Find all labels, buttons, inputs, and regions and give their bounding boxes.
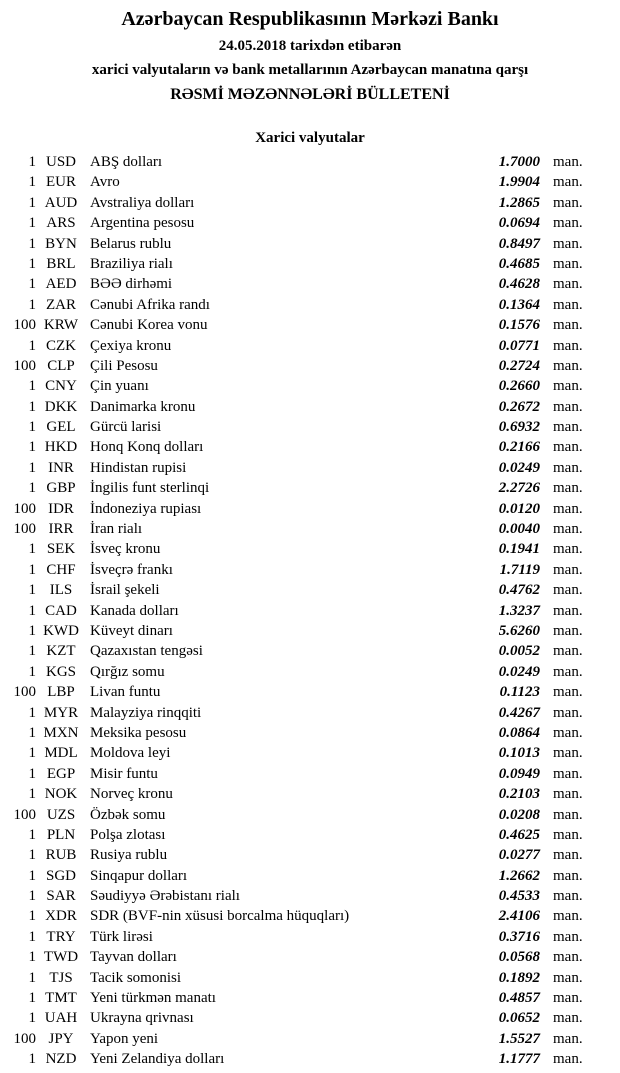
currency-name: Çili Pesosu [90, 357, 158, 374]
currency-name: Moldova leyi [90, 745, 171, 762]
quantity: 1 [28, 622, 36, 639]
currency-name: Çexiya kronu [90, 337, 172, 354]
rate-value: 5.6260 [498, 622, 540, 639]
unit-label: man. [553, 459, 583, 476]
rate-row [0, 641, 620, 661]
rate-row [0, 703, 620, 723]
currency-code: TJS [49, 969, 73, 986]
unit-label: man. [553, 439, 583, 456]
rate-row [0, 234, 620, 254]
unit-label: man. [553, 235, 583, 252]
currency-name: Türk lirəsi [90, 928, 153, 945]
unit-label: man. [553, 398, 583, 415]
quantity: 1 [28, 602, 36, 619]
unit-label: man. [553, 1010, 583, 1027]
unit-label: man. [553, 990, 583, 1007]
currency-name: Qazaxıstan tengəsi [90, 643, 203, 660]
currency-name: Yeni Zelandiya dolları [90, 1051, 225, 1068]
unit-label: man. [553, 255, 583, 272]
currency-code: PLN [46, 826, 76, 843]
rate-row [0, 784, 620, 804]
rate-value: 0.0120 [498, 500, 540, 517]
quantity: 1 [28, 949, 36, 966]
unit-label: man. [553, 867, 583, 884]
rate-value: 1.2865 [498, 194, 540, 211]
unit-label: man. [553, 1030, 583, 1047]
section-title-foreign-currencies: Xarici valyutalar [255, 130, 365, 146]
currency-code: GEL [46, 419, 76, 436]
quantity: 1 [28, 215, 36, 232]
quantity: 1 [28, 439, 36, 456]
unit-label: man. [553, 561, 583, 578]
rate-row [0, 968, 620, 988]
currency-name: İsrail şekeli [90, 582, 160, 599]
quantity: 100 [13, 684, 36, 701]
rate-value: 0.0568 [498, 949, 540, 966]
currency-code: RUB [45, 847, 77, 864]
currency-code: GBP [46, 480, 76, 497]
rate-value: 0.0652 [498, 1010, 540, 1027]
rate-row [0, 662, 620, 682]
quantity: 1 [28, 704, 36, 721]
bulletin-header [0, 0, 620, 105]
currency-name: Qırğız somu [90, 663, 165, 680]
unit-label: man. [553, 684, 583, 701]
unit-label: man. [553, 154, 583, 170]
rate-row [0, 172, 620, 192]
unit-label: man. [553, 786, 583, 803]
quantity: 100 [13, 357, 36, 374]
rate-row [0, 805, 620, 825]
currency-code: AED [45, 276, 77, 293]
rate-row [0, 560, 620, 580]
quantity: 1 [28, 419, 36, 436]
unit-label: man. [553, 602, 583, 619]
rate-row [0, 254, 620, 274]
rate-value: 0.0040 [498, 521, 540, 538]
currency-name: Tayvan dolları [90, 949, 177, 966]
unit-label: man. [553, 949, 583, 966]
unit-label: man. [553, 745, 583, 762]
currency-code: IDR [48, 500, 74, 517]
currency-name: Yeni türkmən manatı [90, 990, 216, 1007]
unit-label: man. [553, 419, 583, 436]
unit-label: man. [553, 888, 583, 905]
currency-code: SGD [45, 867, 76, 884]
rate-row [0, 499, 620, 519]
unit-label: man. [553, 969, 583, 986]
rate-row [0, 315, 620, 335]
rate-value: 0.0208 [498, 806, 540, 823]
rate-value: 2.2726 [498, 480, 540, 497]
rate-value: 0.1013 [498, 745, 540, 762]
rate-value: 0.2660 [498, 378, 540, 395]
currency-code: KGS [45, 663, 76, 680]
unit-label: man. [553, 337, 583, 354]
quantity: 1 [28, 928, 36, 945]
rate-row [0, 458, 620, 478]
currency-name: Kanada dolları [90, 602, 179, 619]
rate-row [0, 1029, 620, 1049]
rate-row [0, 376, 620, 396]
currency-code: MXN [43, 724, 79, 741]
currency-code: CLP [47, 357, 75, 374]
quantity: 100 [13, 317, 36, 334]
quantity: 100 [13, 500, 36, 517]
rate-row [0, 336, 620, 356]
rates-table [0, 152, 620, 1070]
currency-name: Norveç kronu [90, 786, 173, 803]
currency-name: İsveç kronu [90, 541, 161, 558]
rate-row [0, 601, 620, 621]
rate-value: 0.2672 [498, 398, 540, 415]
rate-value: 0.4625 [498, 826, 540, 843]
currency-code: CHF [46, 561, 76, 578]
quantity: 1 [28, 908, 36, 925]
rate-value: 1.7000 [498, 154, 540, 170]
currency-name: Çin yuanı [90, 378, 149, 395]
quantity: 1 [28, 663, 36, 680]
rate-value: 0.2103 [498, 786, 540, 803]
rate-row [0, 580, 620, 600]
currency-code: CAD [45, 602, 77, 619]
currency-code: JPY [48, 1030, 74, 1047]
quantity: 1 [28, 459, 36, 476]
currency-name: SDR (BVF-nin xüsusi borcalma hüquqları) [90, 908, 350, 925]
rate-row [0, 743, 620, 763]
rate-value: 0.0771 [498, 337, 540, 354]
unit-label: man. [553, 521, 583, 538]
rate-value: 0.4685 [498, 255, 540, 272]
unit-label: man. [553, 908, 583, 925]
rate-row [0, 519, 620, 539]
currency-name: Honq Konq dolları [90, 439, 204, 456]
currency-name: Braziliya rialı [90, 255, 173, 272]
unit-label: man. [553, 378, 583, 395]
currency-code: KWD [43, 622, 79, 639]
rate-value: 1.3237 [498, 602, 540, 619]
quantity: 1 [28, 582, 36, 599]
quantity: 1 [28, 276, 36, 293]
unit-label: man. [553, 317, 583, 334]
quantity: 1 [28, 541, 36, 558]
bank-name-title: Azərbaycan Respublikasının Mərkəzi Bankı [121, 8, 499, 30]
currency-code: INR [48, 459, 74, 476]
currency-code: MYR [43, 704, 79, 721]
currency-code: EGP [46, 765, 76, 782]
rate-row [0, 845, 620, 865]
rate-value: 2.4106 [498, 908, 540, 925]
quantity: 1 [28, 235, 36, 252]
quantity: 1 [28, 786, 36, 803]
rate-row [0, 356, 620, 376]
unit-label: man. [553, 500, 583, 517]
rate-value: 0.0949 [498, 765, 540, 782]
unit-label: man. [553, 724, 583, 741]
currency-name: Hindistan rupisi [90, 459, 187, 476]
quantity: 1 [28, 643, 36, 660]
unit-label: man. [553, 276, 583, 293]
currency-name: Cənubi Korea vonu [90, 317, 208, 334]
unit-label: man. [553, 826, 583, 843]
rate-value: 1.5527 [498, 1030, 540, 1047]
unit-label: man. [553, 480, 583, 497]
quantity: 1 [28, 255, 36, 272]
rate-value: 0.2166 [498, 439, 540, 456]
rate-value: 0.0864 [498, 724, 540, 741]
currency-code: KRW [43, 317, 79, 334]
quantity: 1 [28, 296, 36, 313]
rate-row [0, 906, 620, 926]
rate-row [0, 417, 620, 437]
rate-row [0, 478, 620, 498]
currency-name: Gürcü larisi [90, 419, 162, 436]
rate-value: 1.9904 [498, 174, 540, 191]
unit-label: man. [553, 194, 583, 211]
unit-label: man. [553, 622, 583, 639]
currency-name: Malayziya rinqqiti [90, 704, 202, 721]
currency-code: TRY [46, 928, 76, 945]
currency-name: İsveçrə frankı [90, 561, 173, 578]
rate-value: 1.7119 [499, 561, 540, 578]
currency-code: ARS [46, 215, 76, 232]
quantity: 100 [13, 1030, 36, 1047]
quantity: 1 [28, 194, 36, 211]
quantity: 1 [28, 174, 36, 191]
currency-name: Livan funtu [90, 684, 161, 701]
rate-row [0, 988, 620, 1008]
rate-value: 0.6932 [498, 419, 540, 436]
currency-code: ILS [49, 582, 73, 599]
currency-name: Danimarka kronu [90, 398, 196, 415]
rate-row [0, 1008, 620, 1028]
unit-label: man. [553, 643, 583, 660]
rate-row [0, 764, 620, 784]
rate-row [0, 886, 620, 906]
effective-date-line: 24.05.2018 tarixdən etibarən [218, 38, 402, 54]
currency-name: Sinqapur dolları [90, 867, 188, 884]
quantity: 1 [28, 378, 36, 395]
rate-value: 0.0277 [498, 847, 540, 864]
quantity: 1 [28, 1051, 36, 1068]
unit-label: man. [553, 928, 583, 945]
currency-code: NOK [44, 786, 78, 803]
unit-label: man. [553, 582, 583, 599]
currency-name: Rusiya rublu [90, 847, 168, 864]
rate-value: 0.1364 [498, 296, 540, 313]
rate-value: 0.4857 [498, 990, 540, 1007]
currency-code: ZAR [46, 296, 76, 313]
quantity: 1 [28, 867, 36, 884]
currency-code: UZS [46, 806, 76, 823]
currency-code: AUD [44, 194, 78, 211]
rate-row [0, 866, 620, 886]
rate-row [0, 152, 620, 172]
unit-label: man. [553, 174, 583, 191]
rate-row [0, 927, 620, 947]
currency-code: BYN [45, 235, 77, 252]
quantity: 100 [13, 521, 36, 538]
rate-row [0, 723, 620, 743]
quantity: 1 [28, 337, 36, 354]
quantity: 1 [28, 398, 36, 415]
currency-name: İndoneziya rupiası [90, 500, 202, 517]
rate-value: 0.0052 [498, 643, 540, 660]
currency-code: IRR [48, 521, 74, 538]
quantity: 1 [28, 888, 36, 905]
currency-code: EUR [46, 174, 76, 191]
rate-row [0, 1049, 620, 1069]
unit-label: man. [553, 1051, 583, 1068]
rate-value: 0.4533 [498, 888, 540, 905]
currency-name: ABŞ dolları [90, 154, 163, 170]
quantity: 1 [28, 765, 36, 782]
currency-name: Misir funtu [90, 765, 158, 782]
currency-name: Ukrayna qrivnası [90, 1010, 194, 1027]
rate-row [0, 621, 620, 641]
currency-code: SAR [46, 888, 76, 905]
rate-value: 0.2724 [498, 357, 540, 374]
currency-code: MDL [44, 745, 78, 762]
unit-label: man. [553, 357, 583, 374]
rate-value: 0.1123 [499, 684, 540, 701]
currency-code: TMT [45, 990, 77, 1007]
currency-code: NZD [45, 1051, 77, 1068]
currency-code: KZT [46, 643, 76, 660]
rate-value: 1.2662 [498, 867, 540, 884]
rate-row [0, 825, 620, 845]
rate-value: 0.4267 [498, 704, 540, 721]
rate-row [0, 682, 620, 702]
bulletin-subtitle: xarici valyutaların və bank metallarının Azərbaycan manatına qarşı [91, 62, 529, 78]
rate-value: 0.8497 [498, 235, 540, 252]
currency-name: Avro [90, 174, 120, 191]
rate-row [0, 539, 620, 559]
currency-name: Belarus rublu [90, 235, 172, 252]
currency-name: Küveyt dinarı [90, 622, 173, 639]
currency-code: UAH [44, 1010, 78, 1027]
quantity: 1 [28, 1010, 36, 1027]
currency-name: Səudiyyə Ərəbistanı rialı [90, 888, 240, 905]
rate-value: 0.0249 [498, 459, 540, 476]
currency-code: LBP [47, 684, 75, 701]
unit-label: man. [553, 765, 583, 782]
rate-row [0, 397, 620, 417]
quantity: 1 [28, 990, 36, 1007]
currency-code: CZK [46, 337, 76, 354]
currency-name: Özbək somu [90, 806, 166, 823]
quantity: 1 [28, 826, 36, 843]
rate-row [0, 437, 620, 457]
currency-code: HKD [44, 439, 78, 456]
quantity: 1 [28, 154, 36, 170]
currency-code: SEK [46, 541, 76, 558]
unit-label: man. [553, 215, 583, 232]
currency-name: Argentina pesosu [90, 215, 195, 232]
rate-value: 0.4762 [498, 582, 540, 599]
currency-code: USD [45, 154, 76, 170]
quantity: 1 [28, 724, 36, 741]
unit-label: man. [553, 663, 583, 680]
currency-code: DKK [44, 398, 78, 415]
currency-name: Yapon yeni [90, 1030, 159, 1047]
currency-name: Polşa zlotası [90, 826, 166, 843]
rate-value: 0.0249 [498, 663, 540, 680]
currency-name: İngilis funt sterlinqi [90, 480, 210, 497]
quantity: 1 [28, 847, 36, 864]
rate-value: 1.1777 [498, 1051, 540, 1068]
quantity: 1 [28, 480, 36, 497]
unit-label: man. [553, 296, 583, 313]
rate-value: 0.3716 [498, 928, 540, 945]
rate-row [0, 295, 620, 315]
quantity: 1 [28, 745, 36, 762]
rate-row [0, 213, 620, 233]
currency-code: XDR [45, 908, 77, 925]
currency-name: Avstraliya dolları [90, 194, 195, 211]
bulletin-title: RƏSMİ MƏZƏNNƏLƏRİ BÜLLETENİ [170, 86, 450, 103]
rate-value: 0.4628 [498, 276, 540, 293]
rate-value: 0.1892 [498, 969, 540, 986]
unit-label: man. [553, 806, 583, 823]
currency-name: Meksika pesosu [90, 724, 187, 741]
currency-code: TWD [43, 949, 79, 966]
rate-row [0, 193, 620, 213]
currency-name: İran rialı [90, 521, 143, 538]
rate-row [0, 947, 620, 967]
unit-label: man. [553, 541, 583, 558]
unit-label: man. [553, 847, 583, 864]
quantity: 1 [28, 561, 36, 578]
rate-row [0, 274, 620, 294]
quantity: 100 [13, 806, 36, 823]
currency-name: Tacik somonisi [90, 969, 182, 986]
currency-name: Cənubi Afrika randı [90, 296, 210, 313]
currency-name: BƏƏ dirhəmi [90, 276, 173, 293]
rate-value: 0.1941 [498, 541, 540, 558]
quantity: 1 [28, 969, 36, 986]
currency-code: BRL [46, 255, 76, 272]
unit-label: man. [553, 704, 583, 721]
rate-value: 0.1576 [498, 317, 540, 334]
rate-value: 0.0694 [498, 215, 540, 232]
currency-code: CNY [45, 378, 77, 395]
